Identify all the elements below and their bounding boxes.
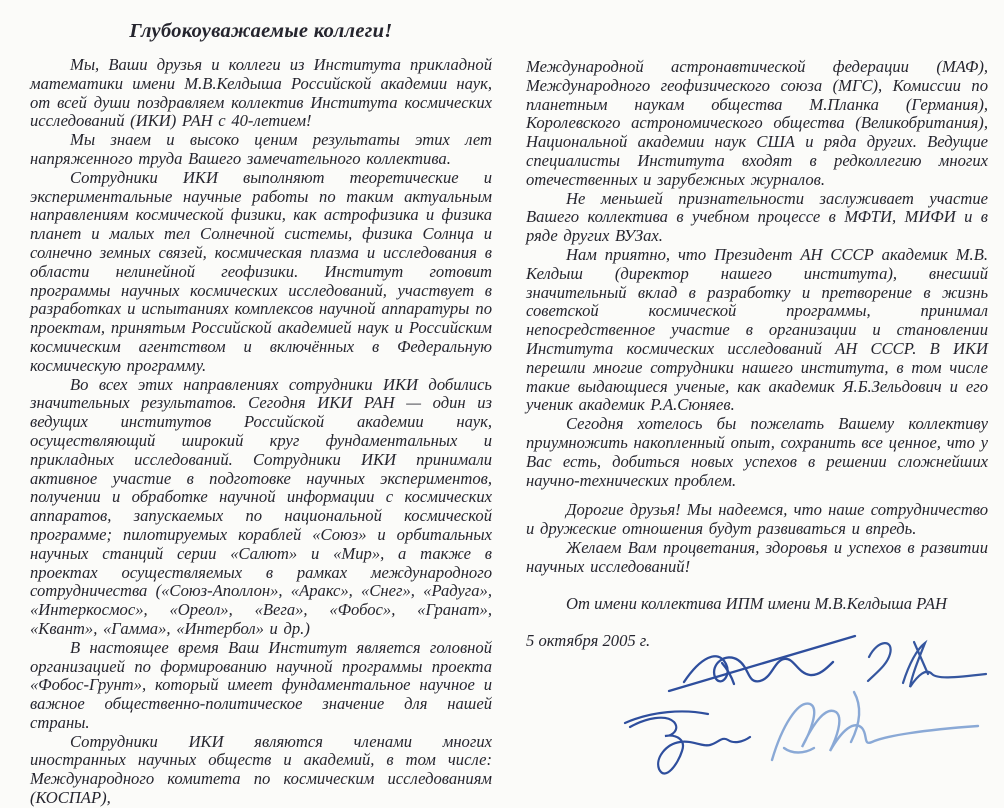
paragraph: Во всех этих направлениях сотрудники ИКИ добились значительных результатов. Сегодня ИКИ РАН — один из ведущих институтов Российской академии наук, осуществляющий широкий круг фундаментальных и прикладных исследований. Сотрудники ИКИ принимали активное участие в подготовке научных экспериментов, получении и обработке научной информации с космических аппаратов, запускаемых по национальной космической программе; пилотируемых кораблей «Союз» и орбитальных научных станций серии «Салют» и «Мир», а также в проектах осуществляемых в рамках международного сотрудничества («Союз-Аполлон», «Аракс», «Снег», «Радуга», «Интеркосмос», «Ореол», «Вега», «Фобос», «Гранат», «Квант», «Гамма», «Интербол» и др.) <box>30 374 492 638</box>
paragraph: Сотрудники ИКИ выполняют теоретические и экспериментальные научные работы по таким актуальным направлениям космической физики, как астрофизика и физика планет и малых тел Солнечной системы, физика Солнца и солнечно земных связей, космическая плазма и исследования в области нелинейной геофизики. Институт готовит программы научных космических исследований, участвует в разработках и испытаниях комплексов научной аппаратуры по проектам, принятым Российской академией наук и Российским космическим агентством и включённых в Федеральную космическую программу. <box>30 167 492 375</box>
right-column <box>526 20 988 800</box>
paragraph: Дорогие друзья! Мы надеемся, что наше сотрудничество и дружеские отношения будут развиваться и впредь. <box>526 500 988 539</box>
paragraph: Сотрудники ИКИ являются членами многих иностранных научных обществ и академий, в том числе: Международного комитета по космическим исследованиям (КОСПАР), <box>30 731 492 808</box>
signature-4 <box>772 692 978 760</box>
letter-title: Глубокоуважаемые коллеги! <box>129 20 393 42</box>
paragraph: Мы знаем и высоко ценим результаты этих лет напряженного труда Вашего замечательного коллектива. <box>30 130 492 168</box>
paragraph-continuation: Международной астронавтической федерации (МАФ), Международного геофизического союза (МГС), Комиссии по планетным наукам общества М.Планка (Германия), Королевского астрономического общества (Великобритания), Национальной академии наук США и ряда других. Ведущие специалисты Института входят в редколлегию многих отечественных и зарубежных журналов. <box>526 57 988 189</box>
paragraph: Мы, Ваши друзья и коллеги из Института прикладной математики имени М.В.Келдыша Российской академии наук, от всей души поздравляем коллектив Института космических исследований (ИКИ) РАН с 40-летием! <box>30 55 492 131</box>
paragraph: Сегодня хотелось бы пожелать Вашему коллективу приумножить накопленный опыт, сохранить все ценное, что у Вас есть, добиться новых успехов в решении сложнейших научно-технических проблем. <box>526 414 988 490</box>
paragraph: В настоящее время Ваш Институт является головной организацией по формированию научной программы проекта «Фобос-Грунт», который имеет фундаментальное научное и важное общественно-политическое значение для нашей страны. <box>30 637 492 732</box>
paragraph: Не меньшей признательности заслуживает участие Вашего коллектива в учебном процессе в МФТИ, МИФИ и в ряде других ВУЗах. <box>526 188 988 246</box>
date-line: 5 октября 2005 г. <box>526 631 651 651</box>
signoff-line: От имени коллектива ИПМ имени М.В.Келдыша РАН <box>566 593 947 613</box>
signatures-graphic <box>622 630 990 802</box>
paragraph: Нам приятно, что Президент АН СССР академик М.В. Келдыш (директор нашего института), внесший значительный вклад в разработку и претворение в жизнь советской космической программы, принимал непосредственное участие в организации и становлении Института космических исследований АН СССР. В ИКИ перешли многие сотрудники нашего института, в том числе такие выдающиеся ученые, как академик Я.Б.Зельдович и его ученик академик Р.А.Сюняев. <box>526 244 988 415</box>
signature-2 <box>868 642 986 687</box>
signature-3 <box>625 711 750 773</box>
left-column <box>30 20 492 808</box>
signature-1 <box>669 636 855 691</box>
paragraph: Желаем Вам процветания, здоровья и успехов в развитии научных исследований! <box>526 537 988 576</box>
